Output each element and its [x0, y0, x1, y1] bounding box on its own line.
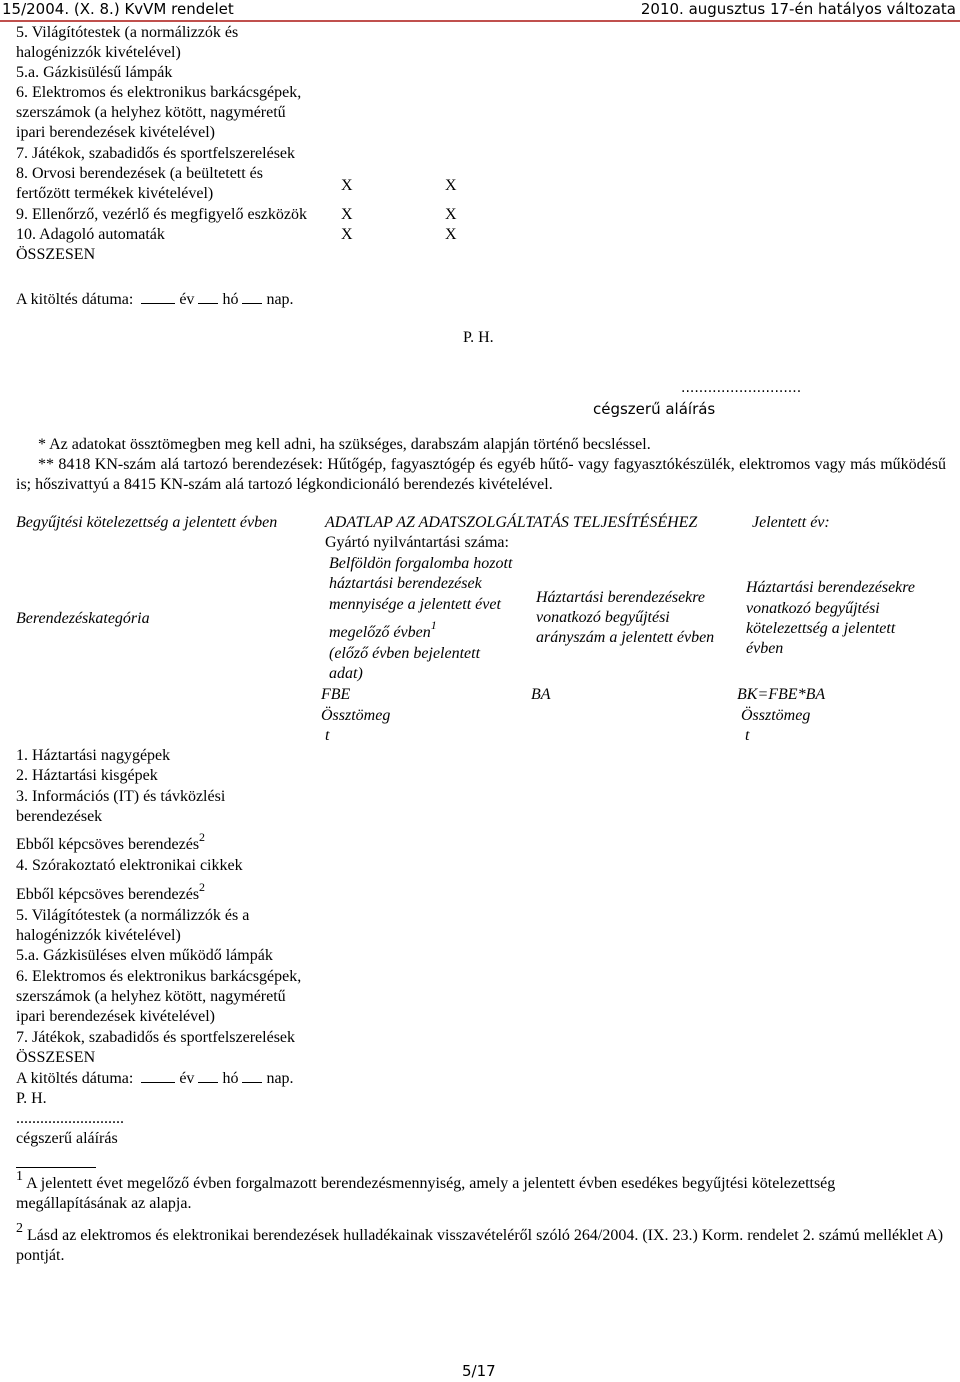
footnote-1-text: A jelentett évet megelőző évben forgalmazott berendezésmennyiség, amely a jelentett évben esedékes begyűjtési kötelezettség megállapításának az alapja.: [16, 1175, 836, 1212]
col2-code: BA: [531, 686, 551, 703]
date-month-blank-2[interactable]: [198, 1070, 218, 1083]
category-total: ÖSSZESEN: [16, 1049, 96, 1066]
signature-label-2: cégszerű aláírás: [16, 1130, 118, 1147]
col2-header-line2: vonatkozó begyűjtési: [536, 609, 670, 626]
col1-unit-label: Össztömeg: [321, 707, 391, 724]
date-label-2: A kitöltés dátuma:: [16, 1070, 134, 1087]
category-7: 7. Játékok, szabadidős és sportfelszerelések: [16, 1029, 296, 1046]
page-number: 5/17: [462, 1362, 496, 1380]
top-row-5a: 5.a. Gázkisülésű lámpák: [16, 64, 173, 81]
col1-header-line1: Belföldön forgalomba hozott: [329, 555, 513, 572]
col3-unit: t: [745, 727, 750, 744]
date-year-blank[interactable]: [141, 291, 175, 304]
col1-header-line5: (előző évben bejelentett: [329, 645, 481, 662]
top-row-9-mark2: X: [445, 206, 457, 223]
note-refrigerators: ** 8418 KN-szám alá tartozó berendezések: Hűtőgép, fagyasztógép és egyéb hűtő- vagy fagyasztókészülék, elektromos vagy más működésű is; hőszivattyú a 8415 KN-szám alá tartozó légkondicionáló berendezés kivételével.: [16, 456, 946, 493]
form-title: ADATLAP AZ ADATSZOLGÁLTATÁS TELJESÍTÉSÉHEZ: [325, 514, 698, 531]
col3-header-line1: Háztartási berendezésekre: [746, 579, 915, 596]
col1-header-line6: adat): [329, 665, 363, 682]
col3-header-line4: évben: [746, 640, 784, 657]
top-row-10-mark1: X: [341, 226, 353, 243]
date-day-label-2: nap.: [266, 1070, 294, 1087]
footnote-divider: [16, 1167, 96, 1168]
header-version: 2010. augusztus 17-én hatályos változata: [640, 0, 956, 18]
category-5-line2: halogénizzók kivételével): [16, 927, 181, 944]
category-5-line1: 5. Világítótestek (a normálizzók és a: [16, 907, 250, 924]
top-row-6-line2: szerszámok (a helyhez kötött, nagyméretű: [16, 104, 286, 121]
stamp-label: P. H.: [463, 329, 494, 346]
col1-header-line3: mennyisége a jelentett évet: [329, 596, 501, 613]
top-row-8-mark2: X: [445, 177, 457, 194]
category-3-line1: 3. Információs (IT) és távközlési: [16, 788, 226, 805]
date-month-label: hó: [222, 291, 239, 308]
top-row-10-mark2: X: [445, 226, 457, 243]
footnote-1-number: 1: [16, 1168, 23, 1184]
date-day-blank-2[interactable]: [242, 1070, 262, 1083]
top-row-6-line3: ipari berendezések kivételével): [16, 124, 215, 141]
signature-dots-2: ...........................: [16, 1110, 124, 1127]
top-row-7: 7. Játékok, szabadidős és sportfelszerelések: [16, 145, 296, 162]
footnote-2-number: 2: [16, 1220, 23, 1236]
top-row-8-line2: fertőzött termékek kivételével): [16, 185, 214, 202]
col3-code: BK=FBE*BA: [737, 686, 826, 703]
category-2: 2. Háztartási kisgépek: [16, 767, 158, 784]
header-title: 15/2004. (X. 8.) KvVM rendelet: [2, 0, 234, 18]
top-row-10: 10. Adagoló automaták: [16, 226, 165, 243]
category-6-line1: 6. Elektromos és elektronikus barkácsgépek,: [16, 968, 302, 985]
top-row-9: 9. Ellenőrző, vezérlő és megfigyelő eszközök: [16, 206, 307, 223]
stamp-label-2: P. H.: [16, 1090, 47, 1107]
col3-unit-label: Össztömeg: [741, 707, 811, 724]
footnote-ref-1: 1: [430, 617, 437, 632]
top-row-8-line1: 8. Orvosi berendezések (a beültetett és: [16, 165, 264, 182]
top-row-9-mark1: X: [341, 206, 353, 223]
header-divider: [0, 20, 960, 22]
category-6-line3: ipari berendezések kivételével): [16, 1008, 215, 1025]
top-row-6-line1: 6. Elektromos és elektronikus barkácsgépek,: [16, 84, 302, 101]
top-total: ÖSSZESEN: [16, 246, 96, 263]
date-day-blank[interactable]: [242, 291, 262, 304]
footnote-2-text: Lásd az elektromos és elektronikai berendezések hulladékainak visszavételéről szóló 264/2004. (IX. 23.) Korm. rendelet 2. számú melléklet A) pontját.: [16, 1227, 944, 1264]
footnote-ref-2b: 2: [199, 879, 206, 894]
reported-year-label: Jelentett év:: [752, 514, 830, 531]
signature-dots: ...........................: [681, 380, 802, 396]
category-header: Berendezéskategória: [16, 610, 150, 627]
date-label: A kitöltés dátuma:: [16, 291, 134, 308]
category-4-crt-text: Ebből képcsöves berendezés: [16, 886, 200, 903]
col3-header-line2: vonatkozó begyűjtési: [746, 600, 880, 617]
manufacturer-reg-label: Gyártó nyilvántartási száma:: [325, 534, 509, 551]
col2-header-line3: arányszám a jelentett évben: [536, 629, 715, 646]
date-year-label: év: [179, 291, 195, 308]
col1-unit: t: [325, 727, 330, 744]
category-4: 4. Szórakoztató elektronikai cikkek: [16, 857, 243, 874]
date-year-blank-2[interactable]: [141, 1070, 175, 1083]
category-4-crt: [16, 879, 206, 905]
category-6-line2: szerszámok (a helyhez kötött, nagyméretű: [16, 988, 286, 1005]
footnote-ref-2: 2: [199, 829, 206, 844]
form-left-title: Begyűjtési kötelezettség a jelentett évben: [16, 514, 278, 531]
col1-header-line2: háztartási berendezések: [329, 575, 482, 592]
top-row-5-line2: halogénizzók kivételével): [16, 44, 181, 61]
date-line: [16, 290, 294, 310]
note-weight: * Az adatokat össztömegben meg kell adni, ha szükséges, darabszám alapján történő becsléssel.: [38, 436, 651, 453]
date-day-label: nap.: [266, 291, 294, 308]
date-month-blank[interactable]: [198, 291, 218, 304]
col1-code: FBE: [321, 686, 351, 703]
top-row-5-line1: 5. Világítótestek (a normálizzók és: [16, 24, 239, 41]
category-1: 1. Háztartási nagygépek: [16, 747, 171, 764]
footnote-2: [16, 1220, 946, 1266]
top-row-8-mark1: X: [341, 177, 353, 194]
date-year-label-2: év: [179, 1070, 195, 1087]
category-3-crt-text: Ebből képcsöves berendezés: [16, 836, 200, 853]
col1-header-line4: [329, 617, 437, 643]
signature-label: cégszerű aláírás: [593, 400, 716, 418]
category-3-crt: [16, 829, 206, 855]
footnote-1: [16, 1168, 946, 1214]
date-month-label-2: hó: [222, 1070, 239, 1087]
col1-header-line4-text: megelőző évben: [329, 624, 431, 641]
col2-header-line1: Háztartási berendezésekre: [536, 589, 705, 606]
category-3-line2: berendezések: [16, 808, 103, 825]
category-5a: 5.a. Gázkisüléses elven működő lámpák: [16, 947, 273, 964]
date-line-2: [16, 1069, 294, 1089]
col3-header-line3: kötelezettség a jelentett: [746, 620, 896, 637]
